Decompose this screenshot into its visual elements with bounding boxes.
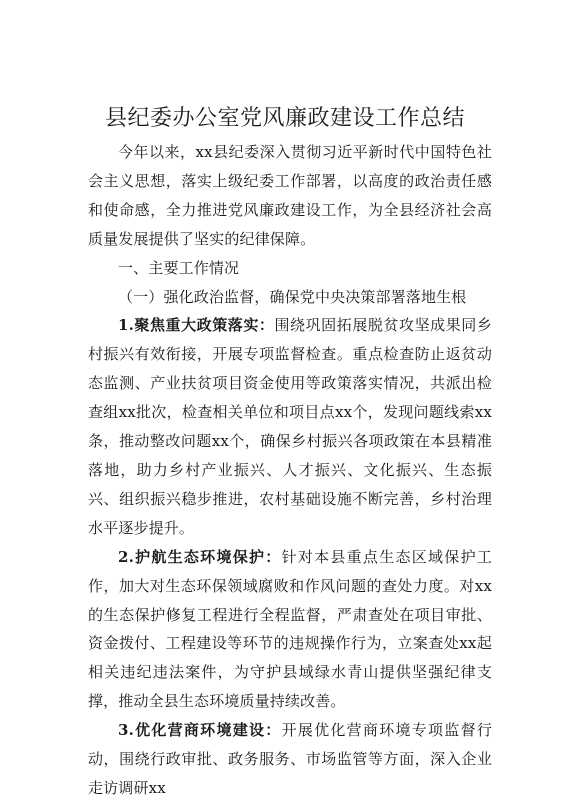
section-heading — [88, 254, 492, 283]
item-lead: 1.聚焦重大政策落实： — [118, 316, 275, 335]
item-lead: 3.优化营商环境建设： — [118, 721, 282, 740]
paragraph-text: 围绕巩固拓展脱贫攻坚成果同乡村振兴有效衔接，开展专项监督检查。重点检查防止返贫动态监测、产业扶贫项目资金使用等政策落实情况，共派出检查组xx批次，检查相关单位和项目点xx个，发现问题线索xx条，推动整改问题xx个，确保乡村振兴各项政策在本县精准落地，助力乡村产业振兴、人才振兴、文化振兴、生态振兴、组织振兴稳步推进，农村基础设施不断完善，乡村治理水平逐步提升。 — [88, 316, 492, 537]
subsection-heading — [88, 283, 492, 312]
document-title: 县纪委办公室党风廉政建设工作总结 — [104, 106, 465, 131]
paragraph-text: 针对本县重点生态区域保护工作，加大对生态环保领域腐败和作风问题的查处力度。对xx的生态保护修复工程进行全程监督，严肃查处在项目审批、资金拨付、工程建设等环节的违规操作行为，立案查处xx起相关违纪违法案件，为守护县域绿水青山提供坚强纪律支撑，推动全县生态环境质量持续改善。 — [88, 547, 493, 711]
item-paragraph-1 — [88, 311, 492, 542]
document-body — [88, 138, 492, 803]
paragraph-text: 今年以来，xx县纪委深入贯彻习近平新时代中国特色社会主义思想，落实上级纪委工作部署，以高度的政治责任感和使命感，全力推进党风廉政建设工作，为全县经济社会高质量发展提供了坚实的纪律保障。 — [88, 143, 492, 248]
item-paragraph-2 — [88, 543, 492, 716]
subsection-heading-text: （一）强化政治监督，确保党中央决策部署落地生根 — [118, 287, 467, 306]
section-heading-text: 一、主要工作情况 — [118, 258, 240, 277]
intro-paragraph — [88, 138, 492, 254]
item-lead: 2.护航生态环境保护： — [118, 547, 282, 566]
item-paragraph-3 — [88, 716, 492, 803]
paragraph-text: 开展优化营商环境专项监督行动，围绕行政审批、政务服务、市场监管等方面，深入企业走访调研xx — [88, 721, 493, 797]
